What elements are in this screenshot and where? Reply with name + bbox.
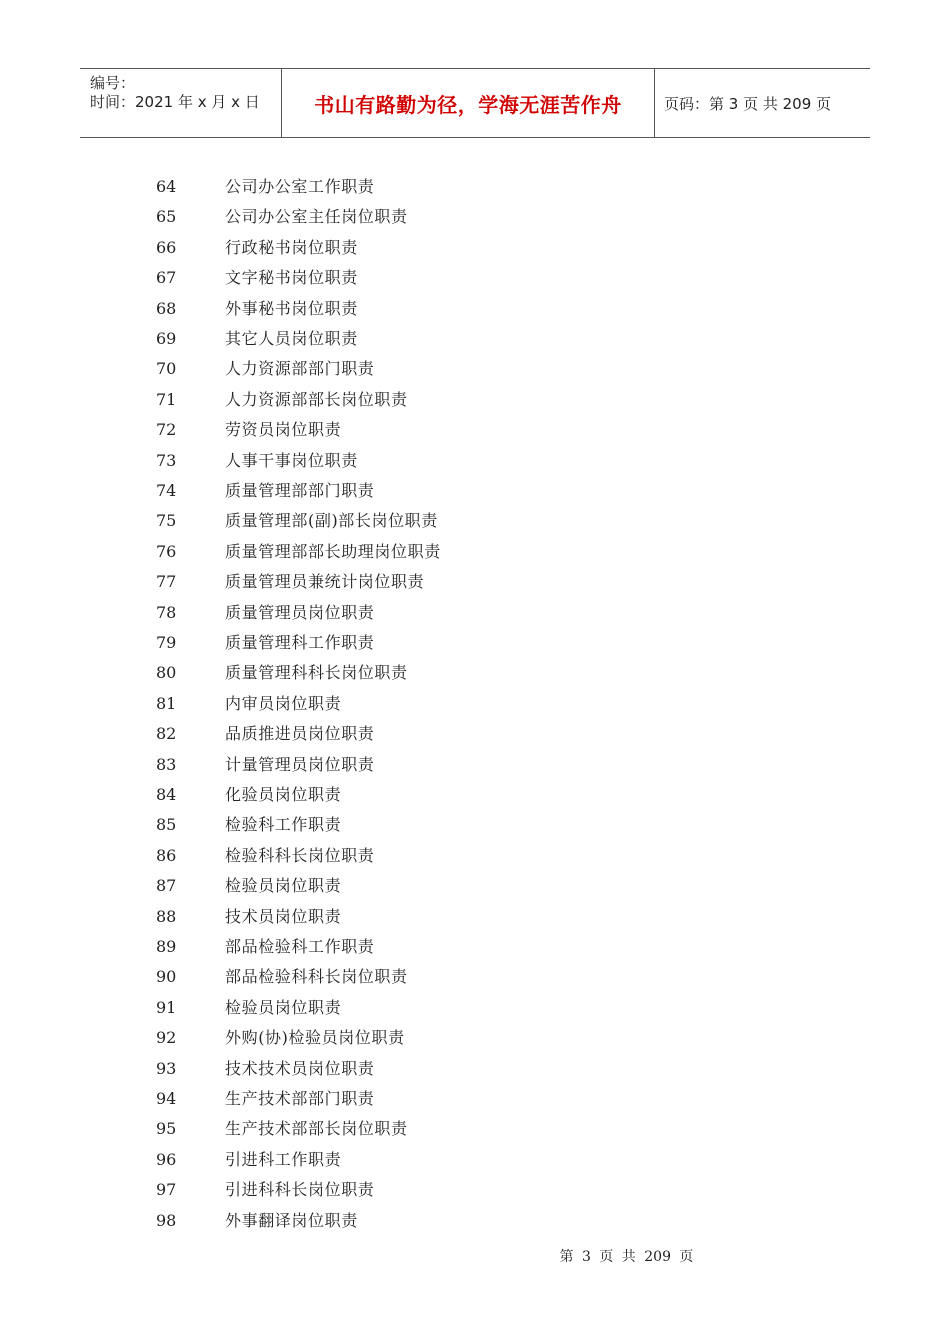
toc-entry-title: 引进科工作职责 <box>225 1149 342 1169</box>
toc-entry-title: 内审员岗位职责 <box>225 693 342 713</box>
footer-page-number: 第 3 页 共 209 页 <box>559 1249 694 1265</box>
toc-entry-title: 质量管理部(副)部长岗位职责 <box>225 511 438 531</box>
toc-entry-number: 64 <box>156 177 177 196</box>
toc-entry-title: 技术技术员岗位职责 <box>225 1058 375 1078</box>
toc-entry-title: 外购(协)检验员岗位职责 <box>225 1028 405 1048</box>
toc-entry <box>0 962 700 992</box>
header-motto: 书山有路勤为径，学海无涯苦作舟 <box>314 92 622 117</box>
toc-entry <box>0 354 700 384</box>
toc-entry-number: 71 <box>156 389 177 409</box>
toc-entry-number: 81 <box>156 693 177 713</box>
toc-entry-number: 96 <box>156 1149 177 1169</box>
toc-entry-title: 其它人员岗位职责 <box>225 329 358 348</box>
toc-entry <box>0 1175 700 1205</box>
toc-entry <box>0 1114 700 1144</box>
toc-entry-number: 74 <box>156 481 177 500</box>
document-date-label: 时间：2021 年 x 月 x 日 <box>90 93 260 111</box>
toc-entry <box>0 902 700 932</box>
header-page-info: 页码：第 3 页 共 209 页 <box>664 94 832 113</box>
toc-entry <box>0 446 700 476</box>
toc-entry-number: 65 <box>156 207 177 227</box>
toc-entry-number: 84 <box>156 785 177 804</box>
toc-entry <box>0 1084 700 1114</box>
toc-entry <box>0 658 700 688</box>
toc-entry-number: 87 <box>156 876 177 896</box>
page-header <box>80 68 870 138</box>
toc-entry-title: 外事秘书岗位职责 <box>225 298 358 318</box>
header-motto-cell <box>282 69 655 137</box>
toc-entry-number: 85 <box>156 815 177 835</box>
toc-entry-number: 91 <box>156 997 177 1017</box>
toc-entry-title: 人事干事岗位职责 <box>225 450 358 470</box>
toc-entry-number: 78 <box>156 602 177 622</box>
toc-entry-number: 76 <box>156 541 177 561</box>
toc-entry-number: 69 <box>156 329 177 348</box>
toc-entry-number: 77 <box>156 572 177 592</box>
toc-entry-title: 行政秘书岗位职责 <box>225 237 358 257</box>
toc-entry-title: 质量管理部部门职责 <box>225 481 375 500</box>
toc-entry <box>0 294 700 324</box>
toc-entry-number: 79 <box>156 633 177 652</box>
toc-entry <box>0 385 700 415</box>
toc-entry-title: 质量管理员兼统计岗位职责 <box>225 572 425 592</box>
toc-entry <box>0 750 700 780</box>
toc-entry-title: 质量管理科工作职责 <box>225 633 375 652</box>
toc-entry <box>0 993 700 1023</box>
toc-entry-title: 人力资源部部门职责 <box>225 359 375 379</box>
toc-entry <box>0 780 700 810</box>
toc-entry-number: 94 <box>156 1089 177 1108</box>
toc-entry <box>0 567 700 597</box>
toc-entry-number: 68 <box>156 298 177 318</box>
toc-entry <box>0 506 700 536</box>
toc-entry-number: 86 <box>156 845 177 865</box>
toc-entry-number: 89 <box>156 937 177 956</box>
toc-entry-title: 化验员岗位职责 <box>225 785 342 804</box>
toc-entry-number: 97 <box>156 1180 177 1200</box>
toc-entry <box>0 324 700 354</box>
toc-entry-number: 80 <box>156 663 177 683</box>
toc-entry <box>0 719 700 749</box>
toc-entry <box>0 628 700 658</box>
toc-entry-number: 72 <box>156 420 177 440</box>
page-footer <box>0 1246 950 1266</box>
toc-entry <box>0 871 700 901</box>
toc-entry-number: 88 <box>156 906 177 926</box>
toc-entry-title: 检验员岗位职责 <box>225 876 342 896</box>
toc-entry-title: 检验员岗位职责 <box>225 997 342 1017</box>
toc-entry <box>0 172 700 202</box>
toc-entry <box>0 202 700 232</box>
toc-entry-title: 外事翻译岗位职责 <box>225 1210 358 1230</box>
toc-entry <box>0 1054 700 1084</box>
toc-entry <box>0 689 700 719</box>
toc-entry <box>0 810 700 840</box>
toc-entry-title: 质量管理部部长助理岗位职责 <box>225 541 441 561</box>
toc-entry-number: 82 <box>156 724 177 744</box>
toc-entry-number: 93 <box>156 1058 177 1078</box>
toc-entry <box>0 476 700 506</box>
toc-entry-title: 品质推进员岗位职责 <box>225 724 375 744</box>
toc-entry-title: 质量管理员岗位职责 <box>225 602 375 622</box>
toc-entry-number: 67 <box>156 268 177 288</box>
toc-entry-title: 质量管理科科长岗位职责 <box>225 663 408 683</box>
toc-entry <box>0 598 700 628</box>
toc-entry-title: 公司办公室主任岗位职责 <box>225 207 408 227</box>
toc-entry-title: 生产技术部部长岗位职责 <box>225 1119 408 1139</box>
toc-entry <box>0 537 700 567</box>
toc-entry-number: 92 <box>156 1028 177 1048</box>
header-meta-cell <box>80 69 282 137</box>
toc-entry-title: 部品检验科科长岗位职责 <box>225 967 408 987</box>
toc-entry-title: 文字秘书岗位职责 <box>225 268 358 288</box>
toc-entry-number: 95 <box>156 1119 177 1139</box>
toc-entry-title: 劳资员岗位职责 <box>225 420 342 440</box>
toc-entry-number: 90 <box>156 967 177 987</box>
toc-entry-number: 73 <box>156 450 177 470</box>
document-number-label: 编号： <box>90 74 136 92</box>
toc-entry <box>0 263 700 293</box>
toc-entry-title: 检验科工作职责 <box>225 815 342 835</box>
toc-entry <box>0 1145 700 1175</box>
toc-entry-title: 人力资源部部长岗位职责 <box>225 389 408 409</box>
toc-entry-number: 83 <box>156 754 177 774</box>
toc-entry <box>0 233 700 263</box>
toc-entry-title: 引进科科长岗位职责 <box>225 1180 375 1200</box>
toc-entry-title: 部品检验科工作职责 <box>225 937 375 956</box>
toc-entry-title: 计量管理员岗位职责 <box>225 754 375 774</box>
toc-entry <box>0 1206 700 1236</box>
toc-entry-number: 66 <box>156 237 177 257</box>
toc-entry-title: 检验科科长岗位职责 <box>225 845 375 865</box>
toc-entry-title: 公司办公室工作职责 <box>225 177 375 196</box>
toc-entry-number: 98 <box>156 1210 177 1230</box>
toc-entry <box>0 932 700 962</box>
toc-entry-title: 技术员岗位职责 <box>225 906 342 926</box>
toc-entry <box>0 841 700 871</box>
toc-entry <box>0 1023 700 1053</box>
toc-entry <box>0 415 700 445</box>
header-page-cell <box>655 69 870 137</box>
toc-entry-number: 75 <box>156 511 177 531</box>
toc-entry-number: 70 <box>156 359 177 379</box>
toc-entry-title: 生产技术部部门职责 <box>225 1089 375 1108</box>
